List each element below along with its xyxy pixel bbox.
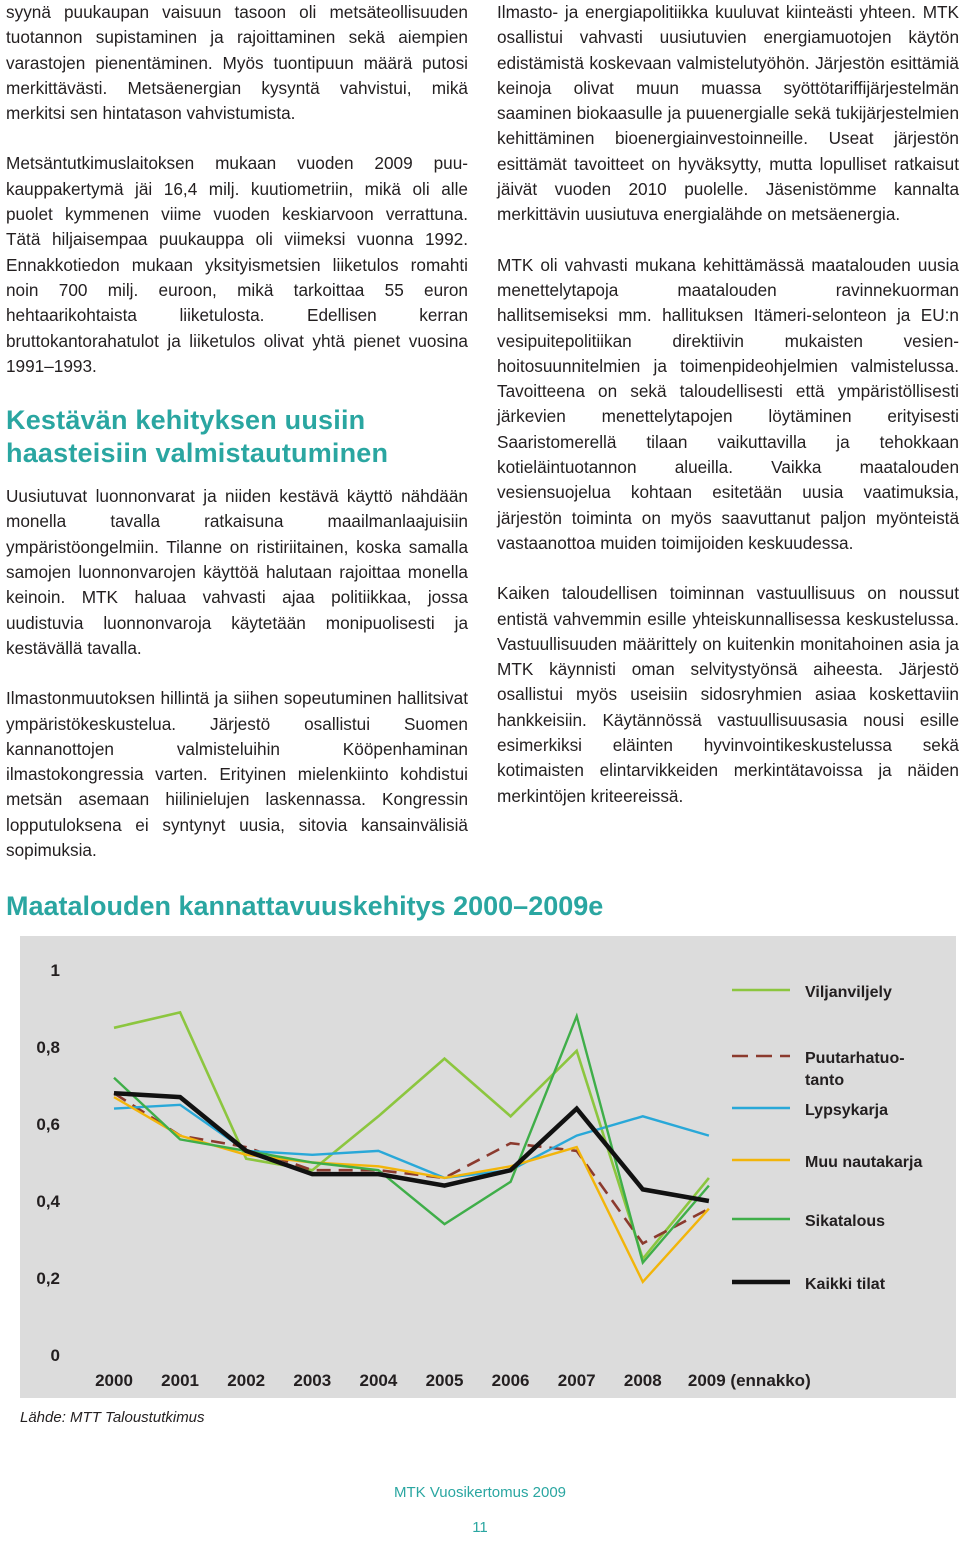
legend-label: Sikatalous [805, 1213, 886, 1230]
x-tick-label: 2001 [161, 1371, 200, 1390]
series-line [114, 1012, 709, 1258]
paragraph: Uusiutuvat luonnonvarat ja niiden kestävä käyttö nähdään monella tavalla ratkaisuna maailmanlaajuisiin ympäristöongelmiin. Tilanne on ristiriitainen, koska samalla samojen luonnonvarojen käyttöä halutaan rajoittaa monella keinoin. MTK haluaa vahvasti ajaa politiikkaa, jossa uudistuvia luonnonvaroja käytetään monipuolisesti ja kestävällä tavalla. [6, 486, 468, 658]
x-tick-label: 2002 [227, 1371, 266, 1390]
legend-label: tanto [805, 1072, 845, 1089]
legend-label: Lypsykarja [805, 1102, 889, 1119]
x-tick-label: 2009 (ennakko) [687, 1371, 811, 1390]
publication-title: MTK Vuosikertomus 2009 [393, 1484, 567, 1501]
chart-title: Maatalouden kannattavuuskehitys 2000–2009e [6, 891, 604, 921]
x-tick-label: 2000 [95, 1371, 133, 1390]
y-tick-label: 0,8 [36, 1038, 60, 1057]
left-column [6, 0, 468, 863]
paragraph: Ilmasto- ja energiapolitiikka kuuluvat kiinteästi yhteen. MTK osallistui vahvasti uusiutuvien energiamuotojen käytön edistämistä koskevaan valmistelutyöhön. Järjestön esittämiä keinoja olivat muun muassa syöttötariffijärjestelmän saaminen biokaasulle ja puuenergialle sekä tukijärjestelmien kehittäminen bioenergiainvestoinneille. Useat järjestön esittämät tavoitteet on hyväksytty, mutta lopulliset ratkaisut jäivät vuoden 2010 puolelle. Jäsenistömme kannalta merkittävin uusiutuva energialähde on metsäenergia. [497, 2, 959, 225]
y-tick-label: 1 [50, 961, 60, 980]
legend-label: Puutarhatuo- [805, 1050, 905, 1067]
y-tick-label: 0,6 [36, 1115, 60, 1134]
section-heading: Kestävän kehityksen uusiin haasteisiin valmistautuminen [6, 405, 389, 469]
x-tick-label: 2008 [623, 1371, 662, 1390]
x-tick-label: 2007 [557, 1371, 596, 1390]
paragraph: syynä puukaupan vaisuun tasoon oli metsäteollisuuden tuotannon supistaminen ja rajoittaminen sekä aiempien varastojen pienentäminen. Myös tuontipuun määrä putosi merkittävästi. Metsäenergian kysyntä vahvistui, mikä merkitsi sen hintatason vahvistumista. [6, 2, 468, 124]
chart [20, 936, 956, 1398]
y-tick-label: 0 [50, 1346, 60, 1365]
paragraph: Kaiken taloudellisen toiminnan vastuullisuus on noussut entistä vahvemmin esille yhteiskunnallisessa keskustelussa. Vastuullisuuden määrittely on kuitenkin monitahoinen asia ja MTK käynnisti oman selvitystyönsä aiheesta. Järjestö osallistui myös useisiin sidosryhmien asiaa koskettaviin hankkeisiin. Käytännössä vastuullisuusasia nousi esille esimerkiksi eläinten hyvinvointikeskustelussa sekä kotimaisten elintarvikkeiden merkintätavoissa ja näiden merkintöjen kriteereissä. [497, 583, 959, 806]
x-tick-label: 2005 [425, 1371, 464, 1390]
y-tick-label: 0,4 [36, 1192, 60, 1211]
legend-label: Muu nautakarja [805, 1154, 923, 1171]
legend-label: Viljanviljely [805, 984, 892, 1001]
x-tick-label: 2003 [293, 1371, 332, 1390]
right-column [497, 0, 959, 809]
paragraph: MTK oli vahvasti mukana kehittämässä maatalouden uusia menettelytapoja maatalouden ravinnekuorman hallitsemiseksi mm. hallituksen Itämeri-selonteon ja EU:n vesipuitepolitiikan direktiivin mukaisten vesienhoitosuunnitelmien ja toimenpideohjelmien valmistelussa. Tavoitteena on sekä taloudellisesti että ympäristöllisesti järkevien menettelytapojen löytäminen erityisesti Saaristomerellä tilaan vaikuttavilla ja tehokkaan kotieläintuotannon alueilla. Vaikka maatalouden vesiensuojelua kohtaan esitetään uusia vaatimuksia, järjestön toiminta on myös saavuttanut paljon myönteistä vastaanottoa muiden toimijoiden keskuudessa. [497, 254, 959, 553]
y-tick-label: 0,2 [36, 1269, 60, 1288]
x-tick-label: 2006 [491, 1371, 530, 1390]
chart-svg [20, 936, 956, 1398]
x-tick-label: 2004 [359, 1371, 398, 1390]
source-note: Lähde: MTT Taloustutkimus [20, 1409, 205, 1426]
paragraph: Ilmastonmuutoksen hillintä ja siihen sopeutuminen hallitsivat ympäristökeskustelua. Järjestö osallistui Suomen kannanottojen valmisteluihin Kööpenhaminan ilmastokongressia varten. Erityinen mielenkiinto kohdistui metsän asemaan hiilinielujen laskennassa. Kongressin lopputuloksena ei syntynyt uusia, sitovia kansainvälisiä sopimuksia. [6, 688, 468, 861]
paragraph: Metsäntutkimuslaitoksen mukaan vuoden 2009 puukauppakertymä jäi 16,4 milj. kuutiometriin, mikä oli alle puolet kymmenen viime vuoden keskiarvoon verrattuna. Tätä hiljaisempaa puukauppa oli viimeksi vuonna 1992. Ennakkotiedon mukaan yksityismetsien liiketulos romahti noin 700 milj. euroon, mikä tarkoittaa 55 euron hehtaarikohtaista liiketulosta. Edellisen kerran bruttokantorahatulot ja liiketulos olivat yhtä pienet vuosina 1991–1993. [6, 153, 468, 376]
legend-label: Kaikki tilat [805, 1276, 886, 1293]
page-number: 11 [472, 1519, 488, 1536]
